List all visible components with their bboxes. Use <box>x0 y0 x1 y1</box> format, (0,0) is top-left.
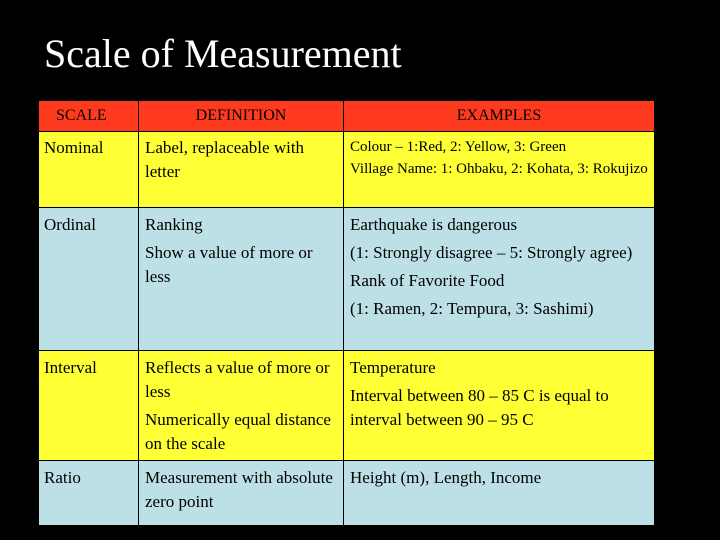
definition-text: Label, replaceable with letter <box>145 138 305 181</box>
table-row-interval <box>39 351 655 461</box>
example-text: (1: Strongly disagree – 5: Strongly agree) <box>350 243 633 262</box>
table-row-ordinal <box>39 208 655 351</box>
definition-text: Ranking <box>145 215 203 234</box>
examples-cell <box>344 132 655 208</box>
example-text: Temperature <box>350 358 436 377</box>
scale-table <box>38 100 655 526</box>
examples-cell <box>344 461 655 526</box>
example-text: Colour – 1:Red, 2: Yellow, 3: Green <box>350 139 567 155</box>
example-text: (1: Ramen, 2: Tempura, 3: Sashimi) <box>350 299 594 318</box>
header-scale: SCALE <box>39 101 139 132</box>
table-row-nominal <box>39 132 655 208</box>
definition-cell <box>139 132 344 208</box>
definition-cell <box>139 461 344 526</box>
definition-cell <box>139 351 344 461</box>
scale-name: Nominal <box>44 138 104 157</box>
example-text: Rank of Favorite Food <box>350 271 505 290</box>
definition-text: Reflects a value of more or less <box>145 358 330 401</box>
scale-name: Ordinal <box>44 215 96 234</box>
scale-name: Ratio <box>44 468 81 487</box>
examples-cell <box>344 351 655 461</box>
table-header-row <box>39 101 655 132</box>
examples-cell <box>344 208 655 351</box>
definition-text: Numerically equal distance on the scale <box>145 410 331 453</box>
scale-cell <box>39 132 139 208</box>
definition-text: Measurement with absolute zero point <box>145 468 333 511</box>
header-definition: DEFINITION <box>139 101 344 132</box>
definition-text: Show a value of more or less <box>145 243 313 286</box>
table-row-ratio <box>39 461 655 526</box>
scale-cell <box>39 208 139 351</box>
page-title: Scale of Measurement <box>44 31 402 76</box>
example-text: Height (m), Length, Income <box>350 468 542 487</box>
header-examples: EXAMPLES <box>344 101 655 132</box>
example-text: Interval between 80 – 85 C is equal to interval between 90 – 95 C <box>350 386 609 429</box>
definition-cell <box>139 208 344 351</box>
example-text: Earthquake is dangerous <box>350 215 518 234</box>
scale-cell <box>39 461 139 526</box>
scale-cell <box>39 351 139 461</box>
example-text: Village Name: 1: Ohbaku, 2: Kohata, 3: Rokujizo <box>350 161 648 177</box>
scale-name: Interval <box>44 358 97 377</box>
